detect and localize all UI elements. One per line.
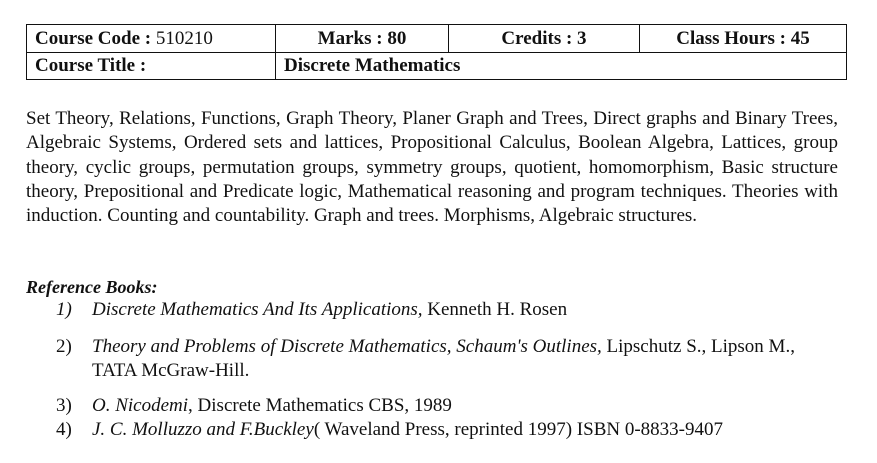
reference-number: 2) <box>56 336 72 357</box>
course-code-cell <box>27 25 276 53</box>
reference-title: Theory and Problems of Discrete Mathematics, Schaum's Outlines, <box>92 336 602 357</box>
course-info-table <box>26 24 847 80</box>
reference-details: Lipschutz S., Lipson M., TATA McGraw-Hill. <box>92 336 795 381</box>
reference-item <box>56 418 816 442</box>
course-info-row <box>27 25 847 53</box>
reference-title: J. C. Molluzzo and F.Buckley <box>92 419 314 440</box>
credits-cell: Credits : 3 <box>449 25 640 53</box>
course-description: Set Theory, Relations, Functions, Graph Theory, Planer Graph and Trees, Direct graphs and Binary Trees, Algebraic Systems, Ordered sets and lattices, Propositional Calculus, Boolean Algebra, Lattices, group theory, cyclic groups, permutation groups, symmetry groups, quotient, homomorphism, Basic structure theory, Prepositional and Predicate logic, Mathematical reasoning and program techniques. Theories with induction. Counting and countability. Graph and trees. Morphisms, Algebraic structures. <box>26 108 838 227</box>
reference-number: 3) <box>56 395 72 416</box>
reference-title: O. Nicodemi <box>92 395 189 416</box>
reference-title: Discrete Mathematics And Its Applications, <box>92 299 423 320</box>
reference-books-heading: Reference Books: <box>26 277 158 297</box>
reference-details: Kenneth H. Rosen <box>422 299 568 320</box>
course-title-label: Course Title : <box>27 53 276 80</box>
class-hours-cell: Class Hours : 45 <box>640 25 847 53</box>
reference-details: , Discrete Mathematics CBS, 1989 <box>188 395 452 416</box>
reference-item <box>56 298 816 322</box>
course-code-label: Course Code : <box>35 28 152 49</box>
reference-item <box>56 394 816 418</box>
marks-cell: Marks : 80 <box>276 25 449 53</box>
reference-number: 1) <box>56 299 72 320</box>
reference-details: ( Waveland Press, reprinted 1997) ISBN 0-8833-9407 <box>313 419 723 440</box>
course-title-value: Discrete Mathematics <box>276 53 847 80</box>
course-title-row <box>27 53 847 80</box>
reference-item <box>56 335 816 383</box>
reference-number: 4) <box>56 419 72 440</box>
course-code-value: 510210 <box>155 28 213 49</box>
